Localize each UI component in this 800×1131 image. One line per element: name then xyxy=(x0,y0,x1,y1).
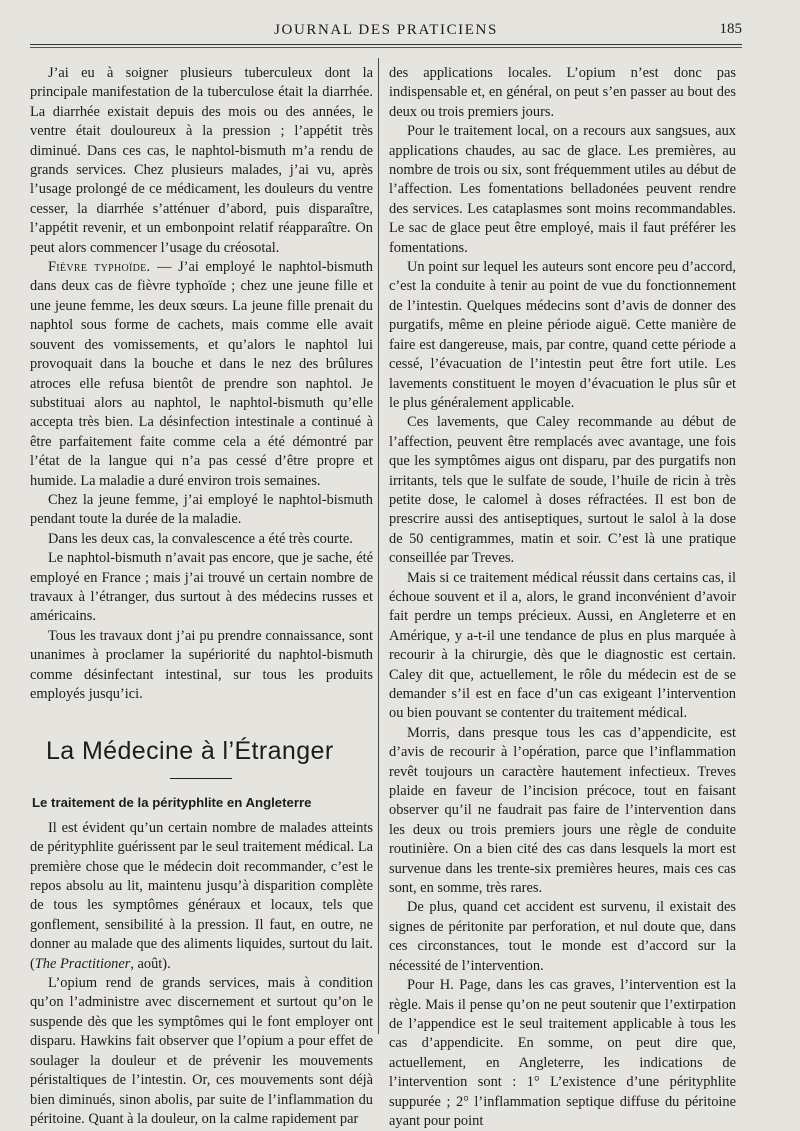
page-number: 185 xyxy=(719,21,742,37)
paragraph: Un point sur lequel les auteurs sont encore peu d’accord, c’est la conduite à tenir au point de vue du fonctionnement de l’intestin. Quelques médecins sont d’avis de donner des purgatifs, même en pleine période aiguë. Cette manière de faire est dangereuse, mais, par contre, quand cette période a cessé, l’évacuation de l’intestin peut être fort utile. Les lavements constituent le moyen d’évacuation le plus sûr et le plus généralement applicable. xyxy=(389,259,736,411)
paragraph xyxy=(30,258,373,491)
paragraph: Le naphtol-bismuth n’avait pas encore, que je sache, été employé en France ; mais j’ai trouvé un certain nombre de travaux à l’étranger, dus surtout à des médecins russes et américains. xyxy=(30,550,373,625)
paragraph: J’ai eu à soigner plusieurs tuberculeux dont la principale manifestation de la tuberculose était la diarrhée. La diarrhée existait depuis des mois ou des années, le ventre était douloureux à la pression ; l’appétit très diminué. Dans ces cas, le naphtol-bismuth m’a rendu de grands services. Chez plusieurs malades, j’ai vu, après l’usage prolongé de ce médicament, les douleurs du ventre cesser, la diarrhée s’atténuer d’abord, puis disparaître, l’appétit revenir, et un embonpoint relatif réapparaître. On peut alors commencer l’usage du créosotal. xyxy=(30,65,373,256)
paragraph-text: Il est évident qu’un certain nombre de malades atteints de pérityphlite guérissent par le seul traitement médical. La première chose que le médecin doit recommander, c’est le repos absolu au lit, maintenu jusqu’à disparition complète de tous les symptômes généraux et locaux, tels que gonflement, sensibilité à la pression. Il faut, en outre, ne donner au malade que des aliments liquides, surtout du lait. ( xyxy=(30,819,373,972)
paragraph: Pour le traitement local, on a recours aux sangsues, aux applications chaudes, au sac de glace. Les premières, au nombre de trois ou six, sont fréquemment utiles au début de l’affection. Les fomentations belladonées peuvent rendre des services. Les cataplasmes sont moins recommandables. Le sac de glace peut être employé, mais il faut préférer les fomentations. xyxy=(389,123,736,256)
right-column xyxy=(389,64,736,1131)
article-title: Le traitement de la pérityphlite en Angleterre xyxy=(32,795,312,811)
running-title: JOURNAL DES PRATICIENS xyxy=(274,22,498,38)
paragraph: Ces lavements, que Caley recommande au début de l’affection, peuvent être remplacés avec avantage, une fois que les symptômes aigus ont disparu, par des purgatifs non irritants, tels que le sulfate de soude, l’huile de ricin à très petite dose, le calomel à doses réfractées. Il est bon de prescrire aussi des antiseptiques, surtout le salol à la dose de 50 centigrammes, matin et soir. C’est là une pratique conseillée par Treves. xyxy=(389,414,736,567)
paragraph: Pour H. Page, dans les cas graves, l’intervention est la règle. Mais il pense qu’on ne peut soutenir que l’extirpation de l’appendice est le seul traitement applicable à tous les cas d’appendicite. En somme, on peut dire que, actuellement, en Angleterre, les indications de l’intervention sont : 1° L’existence d’une pérityphlite suppurée ; 2° l’inflammation septique diffuse du péritoine ayant pour point xyxy=(389,977,736,1129)
running-header xyxy=(30,20,742,42)
paragraph: De plus, quand cet accident est survenu, il existait des signes de péritonite par perforation, et nul doute que, dans ces circonstances, tout le monde est d’accord sur la nécessité de l’intervention. xyxy=(389,899,736,974)
paragraph: des applications locales. L’opium n’est donc pas indispensable et, en général, on peut s’en passer au bout des deux ou trois premiers jours. xyxy=(389,65,736,120)
paragraph-text: , août). xyxy=(130,955,171,972)
paragraph-text: — J’ai employé le naphtol-bismuth dans deux cas de fièvre typhoïde ; chez une jeune fille et une jeune femme, les deux sœurs. La jeune fille prenait du naphtol sous forme de cachets, mais comme elle avait souvent des vomissements, et qu’alors le naphtol lui provoquait dans la bouche et dans le nez des brûlures atroces elle refusa bientôt de prendre son naphtol. Je substituai alors au naphtol, le naphtol-bismuth qu’elle accepta très bien. La désinfection intestinale a continué à être parfaitement faite comme cela a été démontré par l’état de la langue qui n’a pas cessé d’être propre et humide. La maladie a duré environ trois semaines. xyxy=(30,259,373,489)
header-rule xyxy=(30,44,742,45)
section-title-rule xyxy=(170,778,232,779)
paragraph xyxy=(30,819,373,974)
left-column xyxy=(30,64,373,1129)
header-rule-secondary xyxy=(30,47,742,48)
paragraph: Morris, dans presque tous les cas d’appendicite, est d’avis de recourir à l’opération, parce que l’inflammation revêt toujours un caractère hautement infectieux. Treves plaide en faveur de l’incision précoce, tout en faisant observer qu’il ne faudrait pas faire de l’intervention dans les deux ou trois premiers jours une règle de conduite routinière. On a bien cité des cas dans lesquels la mort est survenue dans les trente-six premières heures, mais ces cas sont, en somme, très rares. xyxy=(389,724,736,897)
paragraph-lead: Fièvre typhoïde. xyxy=(48,259,151,276)
paragraph: Dans les deux cas, la convalescence a été très courte. xyxy=(48,530,353,547)
section-title: La Médecine à l’Étranger xyxy=(46,737,334,766)
paragraph: Chez la jeune femme, j’ai employé le naphtol-bismuth pendant toute la durée de la maladie. xyxy=(30,491,373,528)
paragraph: Tous les travaux dont j’ai pu prendre connaissance, sont unanimes à proclamer la supériorité du naphtol-bismuth comme désinfectant intestinal, sur tous les produits employés jusqu’ici. xyxy=(30,627,373,702)
paragraph: L’opium rend de grands services, mais à condition qu’on l’administre avec discernement et surtout qu’on le suspende dès que les symptômes qui le font employer ont disparu. Hawkins fait observer que l’opium a pour effet de soulager la douleur et de prévenir les mouvements péristaltiques de l’intestin. Or, ces mouvements sont déjà bien diminués, sinon abolis, par suite de l’inflammation du péritoine. Quant à la douleur, on la calme rapidement par xyxy=(30,975,373,1127)
column-divider xyxy=(378,58,379,1034)
paragraph: Mais si ce traitement médical réussit dans certains cas, il échoue souvent et il a, alors, le grand inconvénient d’avoir fait perdre un temps précieux. Aussi, en Angleterre et en Amérique, y a-t-il une tendance de plus en plus marquée à recourir à la chirurgie, dès que le diagnostic est certain. Caley dit que, actuellement, le rôle du médecin est de se demander s’il est en face d’un cas exigeant l’intervention ou bien pouvant se contenter du traitement médical. xyxy=(389,569,736,722)
source-citation: The Practitioner xyxy=(34,955,131,972)
